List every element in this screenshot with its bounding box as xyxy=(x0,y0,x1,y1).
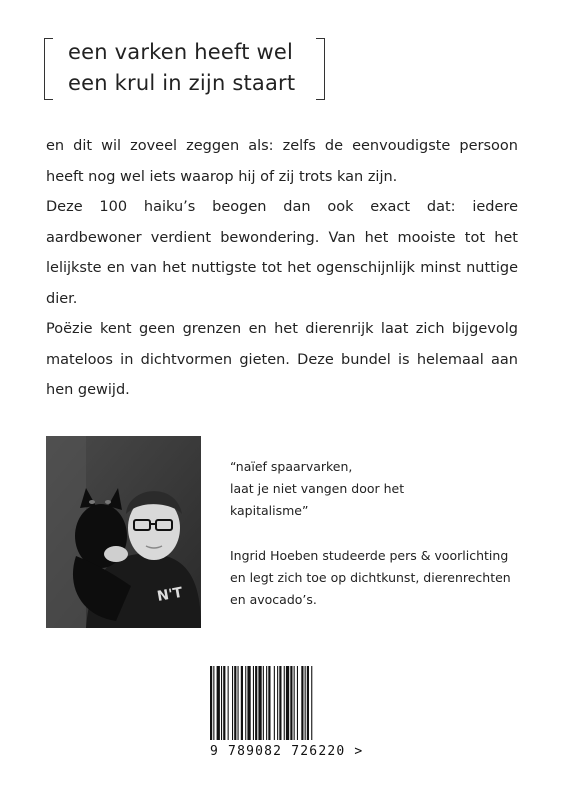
svg-text:N'T: N'T xyxy=(155,584,184,605)
barcode-bar xyxy=(228,666,229,740)
quote-line-3: kapitalisme” xyxy=(230,503,309,518)
barcode-bar xyxy=(307,666,309,740)
barcode-bar xyxy=(284,666,285,740)
bio-line-3: en avocado’s. xyxy=(230,592,317,607)
barcode-bar xyxy=(241,666,243,740)
barcode-bar xyxy=(290,666,292,740)
barcode-bar xyxy=(253,666,254,740)
barcode-bar xyxy=(297,666,298,740)
barcode-bar xyxy=(217,666,220,740)
barcode-bar xyxy=(263,666,264,740)
barcode-bar xyxy=(277,666,278,740)
blurb-paragraph-2: Deze 100 haiku’s beogen dan ook exact dat: iedere aardbewoner verdient bewondering. Van het mooiste tot het lelijkste en van het nuttigste tot het ogenschijnlijk minst nuttige dier. xyxy=(46,199,518,307)
barcode-bar xyxy=(286,666,289,740)
barcode-bar xyxy=(245,666,246,740)
isbn-barcode xyxy=(196,660,364,766)
bio-line-2: en legt zich toe op dichtkunst, dierenrechten xyxy=(230,570,511,585)
barcode-bar xyxy=(258,666,261,740)
barcode-bar xyxy=(268,666,270,740)
barcode-bar xyxy=(279,666,281,740)
quote-line-2: laat je niet vangen door het xyxy=(230,481,405,496)
barcode-bar xyxy=(238,666,239,740)
author-photo-illustration xyxy=(46,436,201,628)
barcode-bar xyxy=(234,666,236,740)
barcode-bar xyxy=(255,666,257,740)
title-line-2: een krul in zijn staart xyxy=(68,71,296,95)
barcode-bars xyxy=(208,666,348,740)
title-line-1: een varken heeft wel xyxy=(68,40,294,64)
blurb-paragraph-3: Poëzie kent geen grenzen en het dierenrijk laat zich bijgevolg mateloos in dichtvormen gieten. Deze bundel is helemaal aan hen gewijd. xyxy=(46,321,518,398)
author-bio xyxy=(230,545,530,611)
barcode-bar xyxy=(213,666,214,740)
barcode-bar xyxy=(311,666,312,740)
bio-line-1: Ingrid Hoeben studeerde pers & voorlichting xyxy=(230,548,509,563)
barcode-bar xyxy=(294,666,295,740)
barcode-bar xyxy=(210,666,212,740)
blurb-paragraph-1: en dit wil zoveel zeggen als: zelfs de eenvoudigste persoon heeft nog wel iets waarop hij of zij trots kan zijn. xyxy=(46,138,518,185)
author-photo xyxy=(46,436,201,628)
title-block xyxy=(44,38,334,102)
left-bracket xyxy=(44,38,53,100)
barcode-bar xyxy=(247,666,250,740)
right-bracket xyxy=(316,38,325,100)
barcode-bar xyxy=(232,666,233,740)
blurb-text xyxy=(46,131,518,406)
isbn-number: 9 789082 726220 > xyxy=(210,744,364,759)
barcode-bar xyxy=(221,666,222,740)
barcode-bar xyxy=(274,666,275,740)
barcode-bar xyxy=(305,666,306,740)
barcode-bar xyxy=(266,666,267,740)
barcode-bar xyxy=(301,666,303,740)
barcode-bar xyxy=(223,666,225,740)
quote-line-1: “naïef spaarvarken, xyxy=(230,459,353,474)
haiku-quote xyxy=(230,456,530,522)
